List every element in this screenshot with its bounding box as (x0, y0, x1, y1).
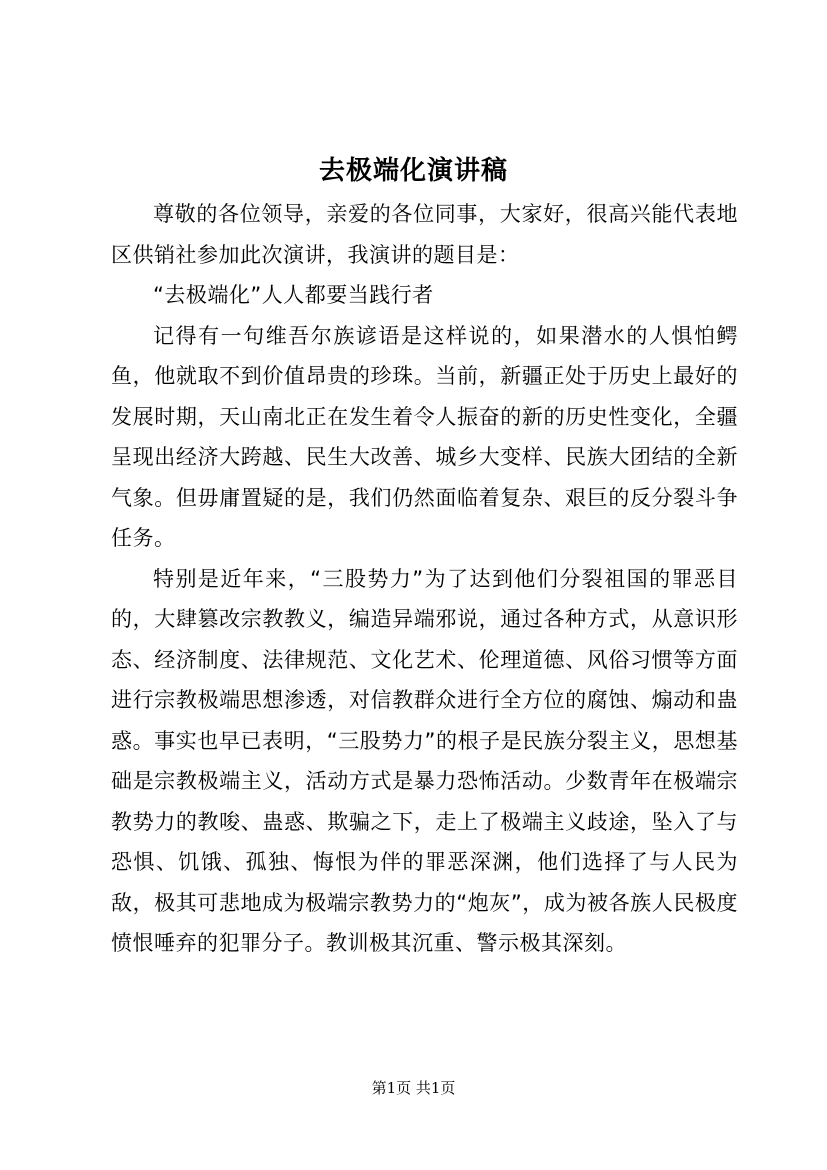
page-footer: 第1页 共1页 (371, 1079, 456, 1097)
paragraph-speech-topic: “去极端化”人人都要当践行者 (153, 283, 434, 307)
paragraph-proverb: 记得有一句维吾尔族谚语是这样说的，如果潜水的人惧怕鳄鱼，他就取不到价值昂贵的珍珠。当前，新疆正处于历史上最好的发展时期，天山南北正在发生着令人振奋的新的历史性变化，全疆呈现出经济大跨越、民生大改善、城乡大变样、民族大团结的全新气象。但毋庸置疑的是，我们仍然面临着复杂、艰巨的反分裂斗争任务。 (111, 323, 738, 550)
paragraph-three-forces: 特别是近年来，“三股势力”为了达到他们分裂祖国的罪恶目的，大肆篡改宗教教义，编造异端邪说，通过各种方式，从意识形态、经济制度、法律规范、文化艺术、伦理道德、风俗习惯等方面进行宗教极端思想渗透，对信教群众进行全方位的腐蚀、煽动和蛊惑。事实也早已表明，“三股势力”的根子是民族分裂主义，思想基础是宗教极端主义，活动方式是暴力恐怖活动。少数青年在极端宗教势力的教唆、蛊惑、欺骗之下，走上了极端主义歧途，坠入了与恐惧、饥饿、孤独、悔恨为伴的罪恶深渊，他们选择了与人民为敌，极其可悲地成为极端宗教势力的“炮灰”，成为被各族人民极度愤恨唾弃的犯罪分子。教训极其沉重、警示极其深刻。 (111, 566, 738, 955)
paragraph-greeting: 尊敬的各位领导，亲爱的各位同事，大家好，很高兴能代表地区供销社参加此次演讲，我演讲的题目是： (111, 202, 738, 267)
document-title: 去极端化演讲稿 (318, 156, 508, 186)
document-body (111, 194, 738, 964)
